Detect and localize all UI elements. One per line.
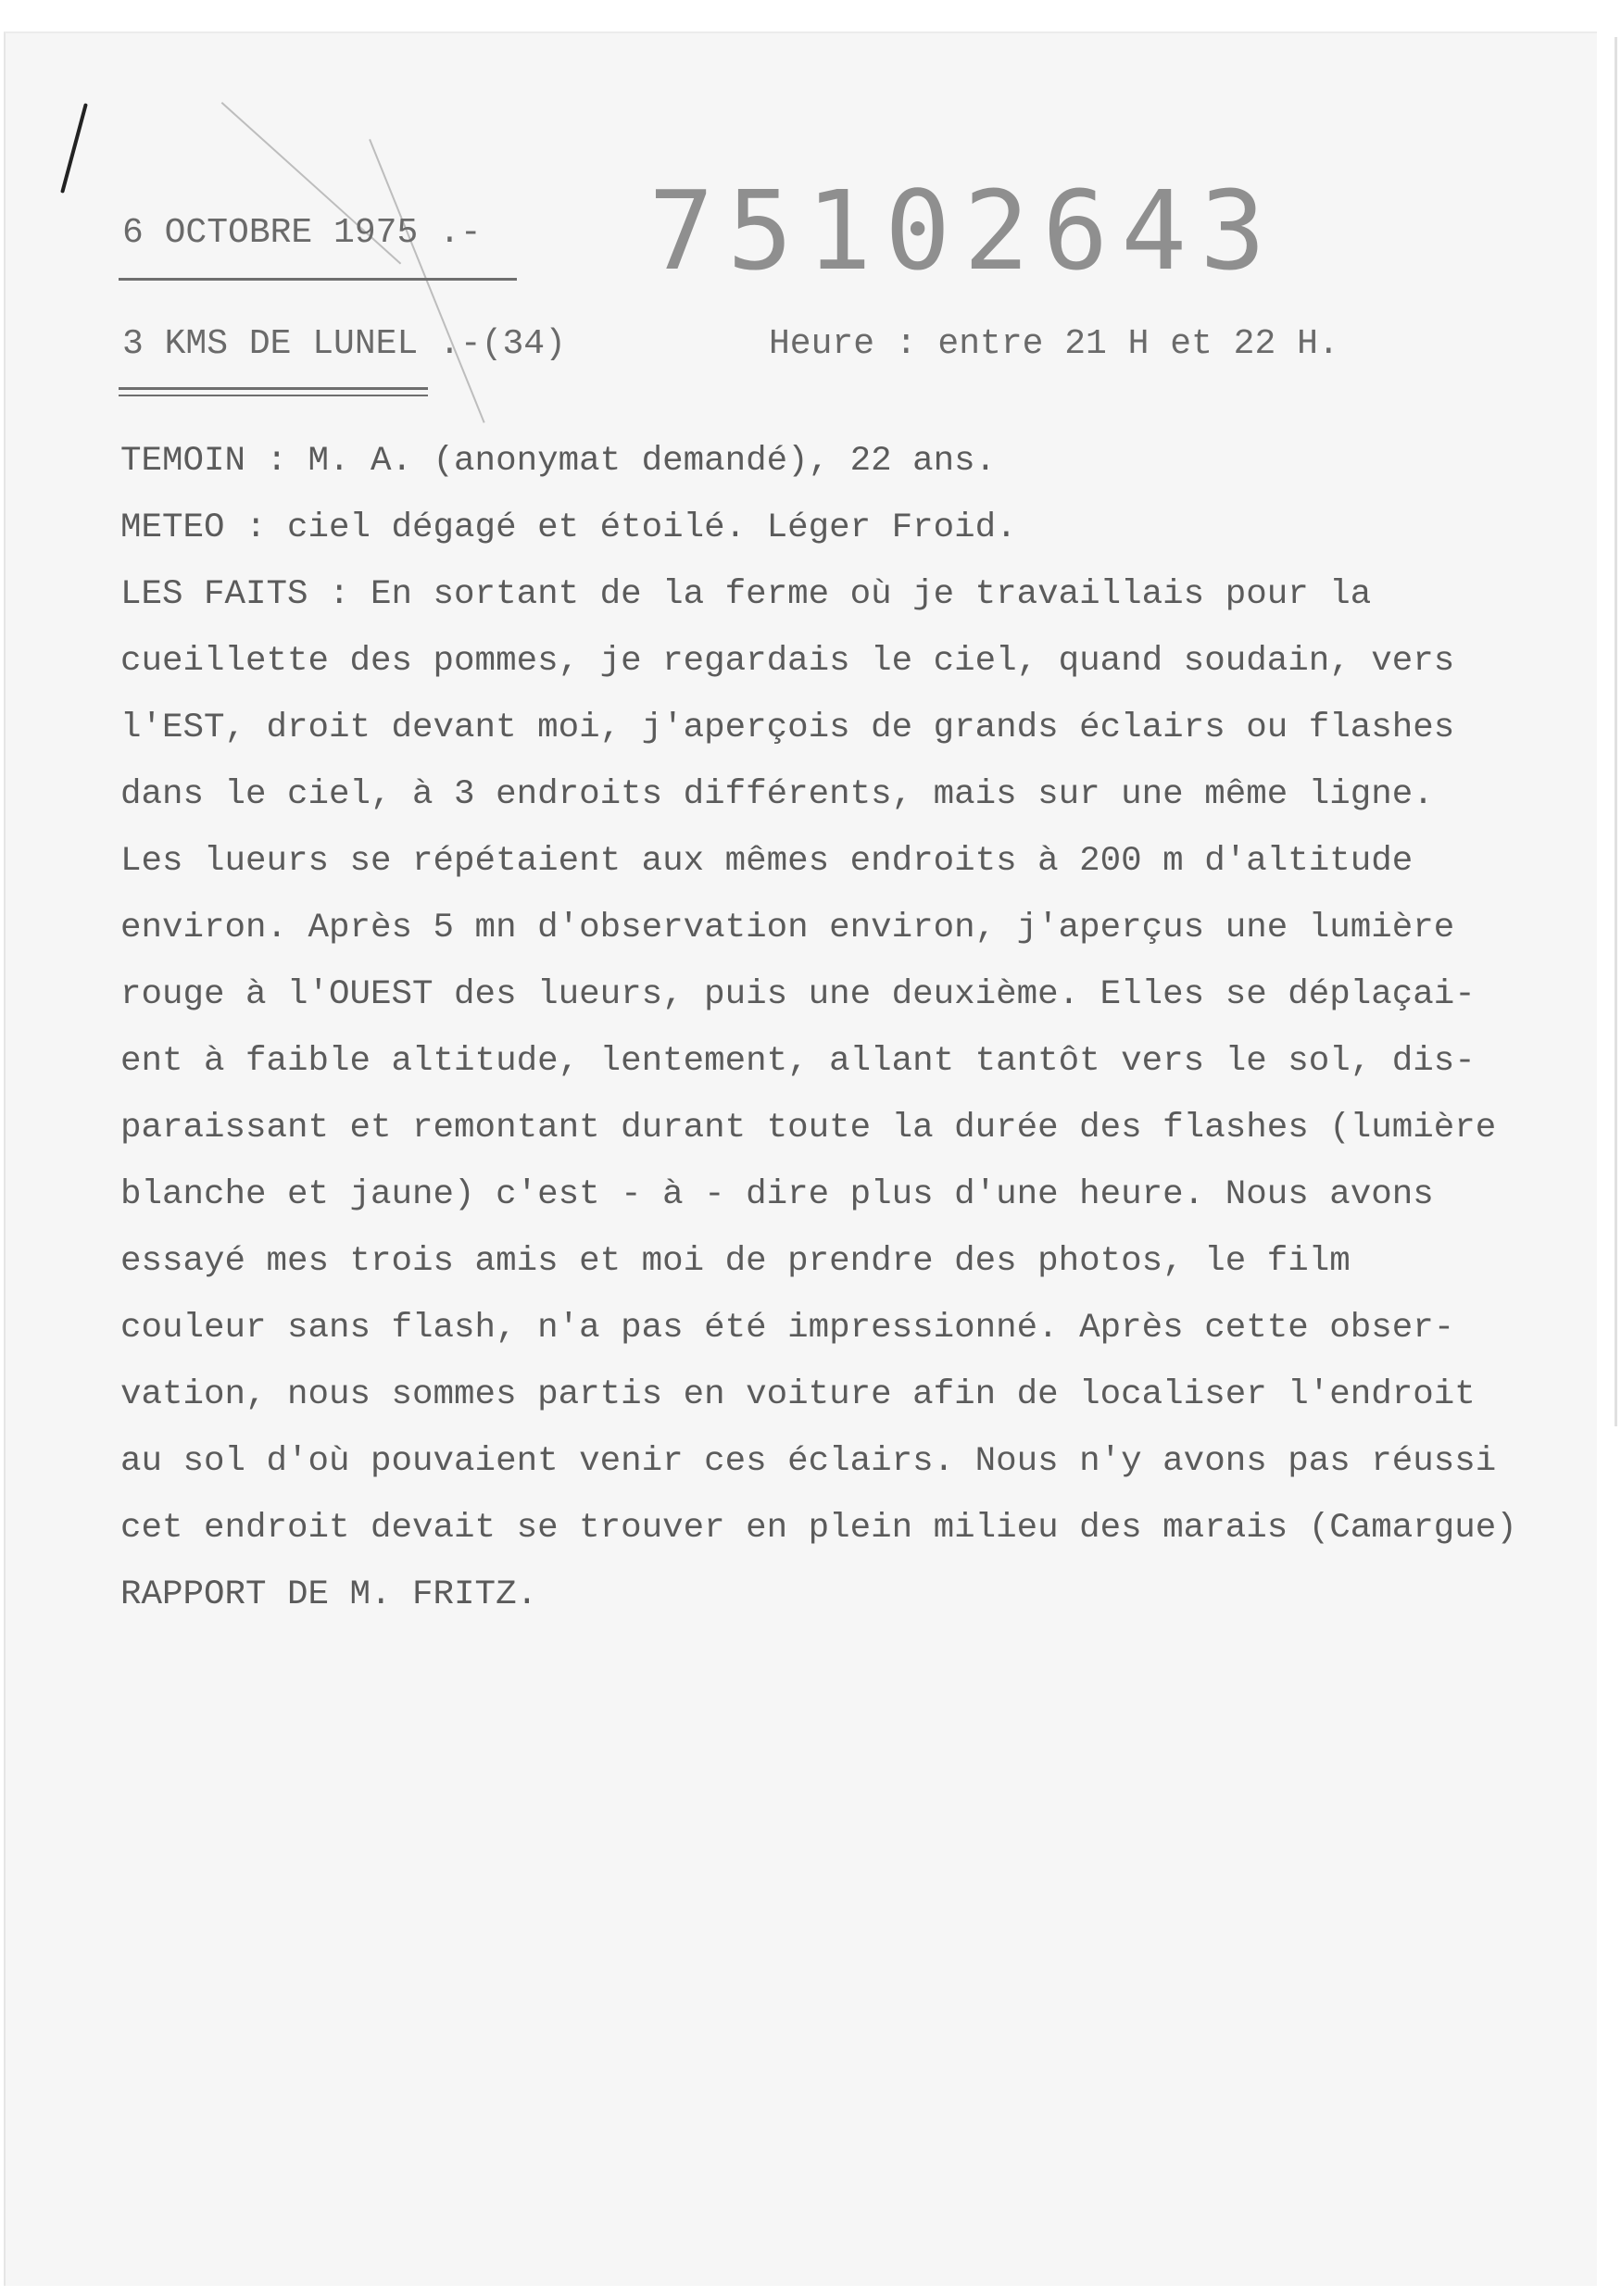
location-underline [119, 387, 428, 390]
facts-line: paraissant et remontant durant toute la durée des flashes (lumière [120, 1109, 1497, 1148]
date-underline [119, 278, 517, 281]
facts-line: au sol d'où pouvaient venir ces éclairs. Nous n'y avons pas réussi [120, 1442, 1497, 1481]
weather-line: METEO : ciel dégagé et étoilé. Léger Froid. [120, 508, 1017, 547]
facts-line: dans le ciel, à 3 endroits différents, mais sur une même ligne. [120, 775, 1434, 814]
witness-line: TEMOIN : M. A. (anonymat demandé), 22 ans. [120, 442, 997, 481]
report-body [120, 428, 1565, 1628]
facts-line: vation, nous sommes partis en voiture afin de localiser l'endroit [120, 1375, 1476, 1414]
facts-line: rouge à l'OUEST des lueurs, puis une deuxième. Elles se déplaçai- [120, 975, 1476, 1014]
facts-line: environ. Après 5 mn d'observation environ, j'aperçus une lumière [120, 909, 1455, 947]
date-heading: 6 OCTOBRE 1975 .- [122, 213, 482, 253]
location-underline-2 [119, 395, 428, 396]
facts-line: LES FAITS : En sortant de la ferme où je travaillais pour la [120, 575, 1372, 614]
facts-line: l'EST, droit devant moi, j'aperçois de grands éclairs ou flashes [120, 709, 1455, 747]
facts-line: ent à faible altitude, lentement, allant tantôt vers le sol, dis- [120, 1042, 1476, 1081]
page-edge-shadow [1615, 37, 1617, 1426]
location-heading: 3 KMS DE LUNEL .-(34) [122, 324, 566, 364]
facts-line: couleur sans flash, n'a pas été impressionné. Après cette obser- [120, 1309, 1455, 1348]
report-signature-line: RAPPORT DE M. FRITZ. [120, 1575, 538, 1614]
time-heading: Heure : entre 21 H et 22 H. [769, 324, 1339, 364]
facts-line: Les lueurs se répétaient aux mêmes endroits à 200 m d'altitude [120, 842, 1414, 881]
facts-line: essayé mes trois amis et moi de prendre des photos, le film [120, 1242, 1351, 1281]
document-number: 75102643 [648, 167, 1279, 295]
facts-line: blanche et jaune) c'est - à - dire plus d'une heure. Nous avons [120, 1175, 1434, 1214]
facts-line: cet endroit devait se trouver en plein milieu des marais (Camargue) [120, 1509, 1517, 1548]
facts-line: cueillette des pommes, je regardais le ciel, quand soudain, vers [120, 642, 1455, 681]
